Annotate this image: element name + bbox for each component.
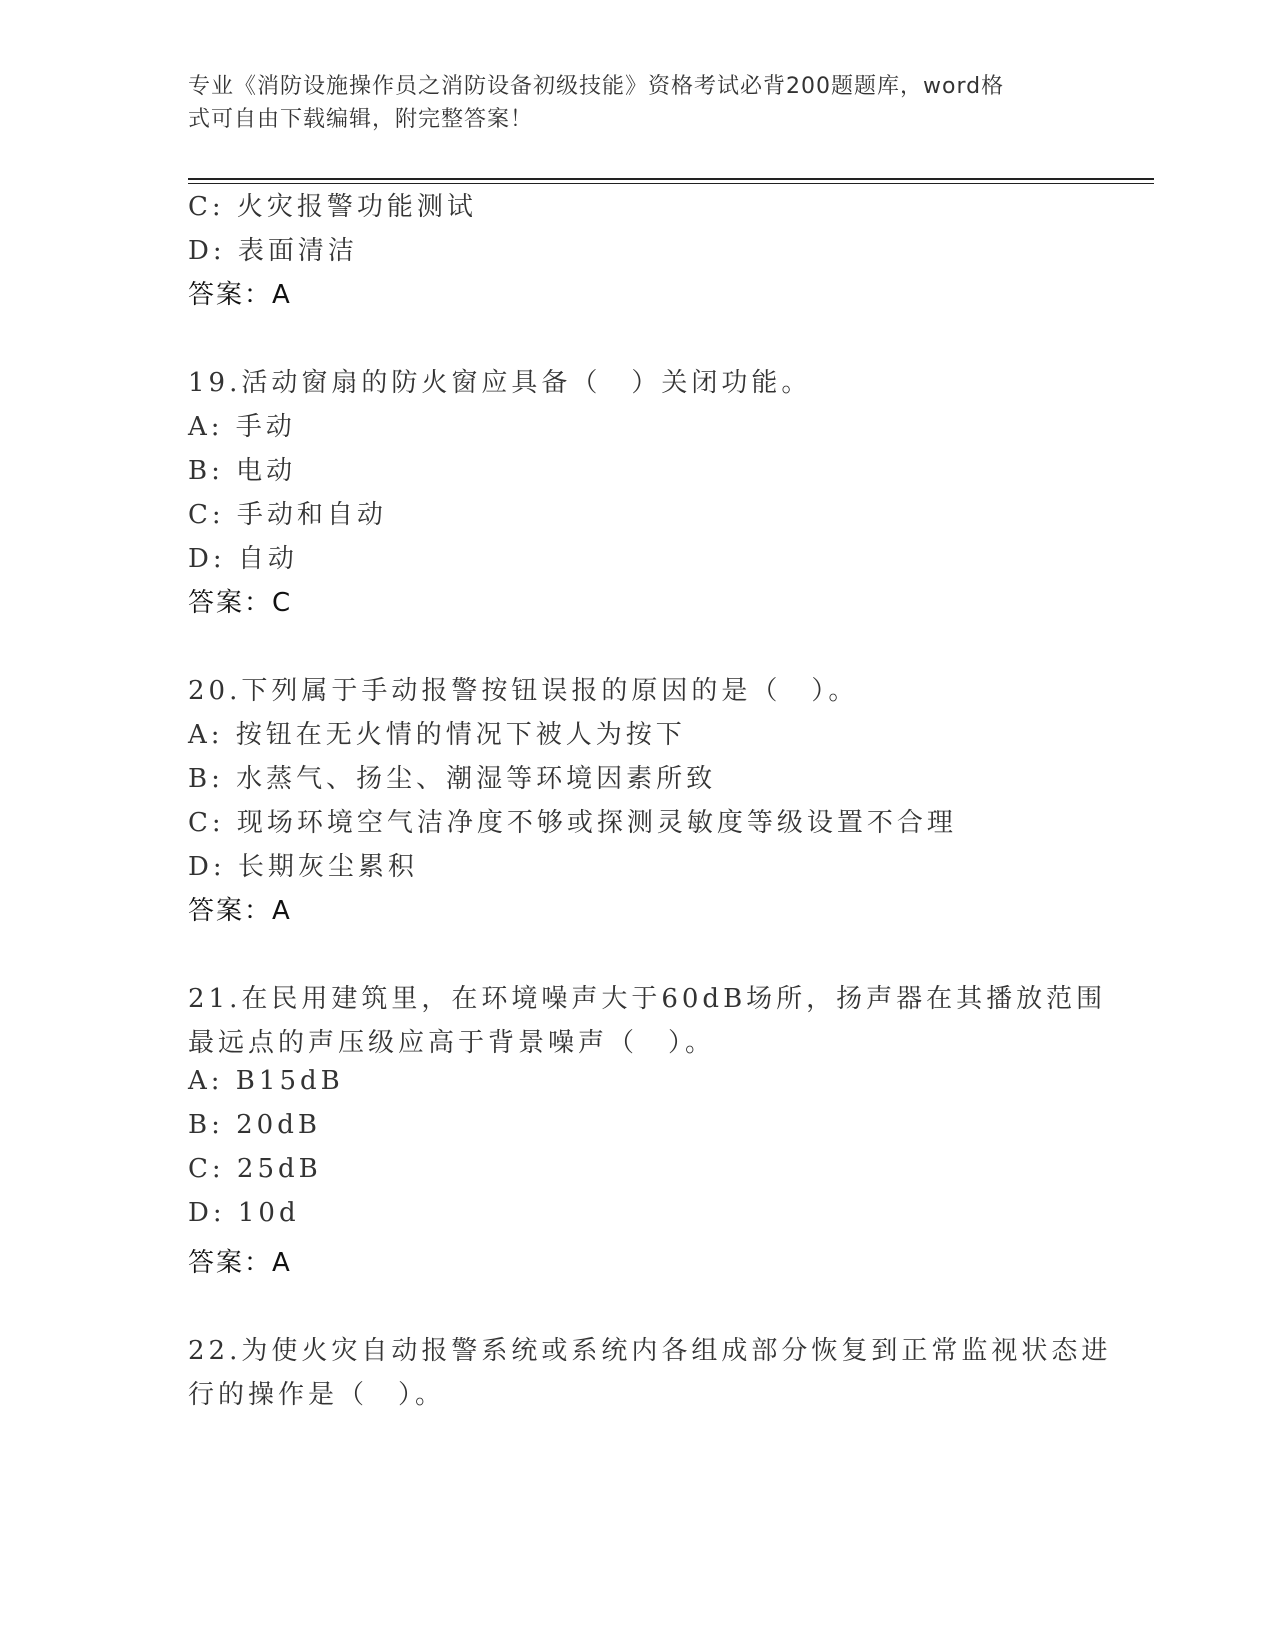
- question-19-option-c: C: 手动和自动: [188, 500, 387, 530]
- question-20-option-a: A: 按钮在无火情的情况下被人为按下: [188, 720, 686, 750]
- question-20-option-d: D: 长期灰尘累积: [188, 852, 418, 882]
- question-21-option-c: C: 25dB: [188, 1154, 322, 1184]
- question-22-stem-line-1: 22.为使火灾自动报警系统或系统内各组成部分恢复到正常监视状态进: [188, 1336, 1112, 1366]
- question-20-answer: 答案：A: [188, 896, 292, 926]
- question-21-stem-line-2: 最远点的声压级应高于背景噪声（ ）。: [188, 1028, 716, 1058]
- question-21-option-d: D: 10d: [188, 1198, 300, 1228]
- question-19-option-d: D: 自动: [188, 544, 298, 574]
- question-20-stem: 20.下列属于手动报警按钮误报的原因的是（ ）。: [188, 676, 859, 706]
- question-21-option-a: A: B15dB: [188, 1066, 344, 1096]
- question-22-stem-line-2: 行的操作是（ ）。: [188, 1380, 446, 1410]
- prev-option-c: C: 火灾报警功能测试: [188, 192, 477, 222]
- question-20-option-b: B: 水蒸气、扬尘、潮湿等环境因素所致: [188, 764, 717, 794]
- document-header: [188, 70, 1068, 136]
- question-19-option-b: B: 电动: [188, 456, 297, 486]
- question-21-option-b: B: 20dB: [188, 1110, 321, 1140]
- question-21-stem-line-1: 21.在民用建筑里，在环境噪声大于60dB场所，扬声器在其播放范围: [188, 984, 1107, 1014]
- header-rule-thick: [188, 178, 1154, 180]
- prev-answer: 答案：A: [188, 280, 292, 310]
- question-19-option-a: A: 手动: [188, 412, 296, 442]
- question-21-answer: 答案：A: [188, 1248, 292, 1278]
- header-rule-thin: [188, 183, 1154, 184]
- question-19-answer: 答案：C: [188, 588, 293, 618]
- question-20-option-c: C: 现场环境空气洁净度不够或探测灵敏度等级设置不合理: [188, 808, 957, 838]
- header-line-1: 专业《消防设施操作员之消防设备初级技能》资格考试必背200题题库，word格: [188, 74, 1005, 99]
- question-19-stem: 19.活动窗扇的防火窗应具备（ ）关闭功能。: [188, 368, 812, 398]
- header-line-2: 式可自由下载编辑，附完整答案！: [188, 107, 534, 132]
- prev-option-d: D: 表面清洁: [188, 236, 358, 266]
